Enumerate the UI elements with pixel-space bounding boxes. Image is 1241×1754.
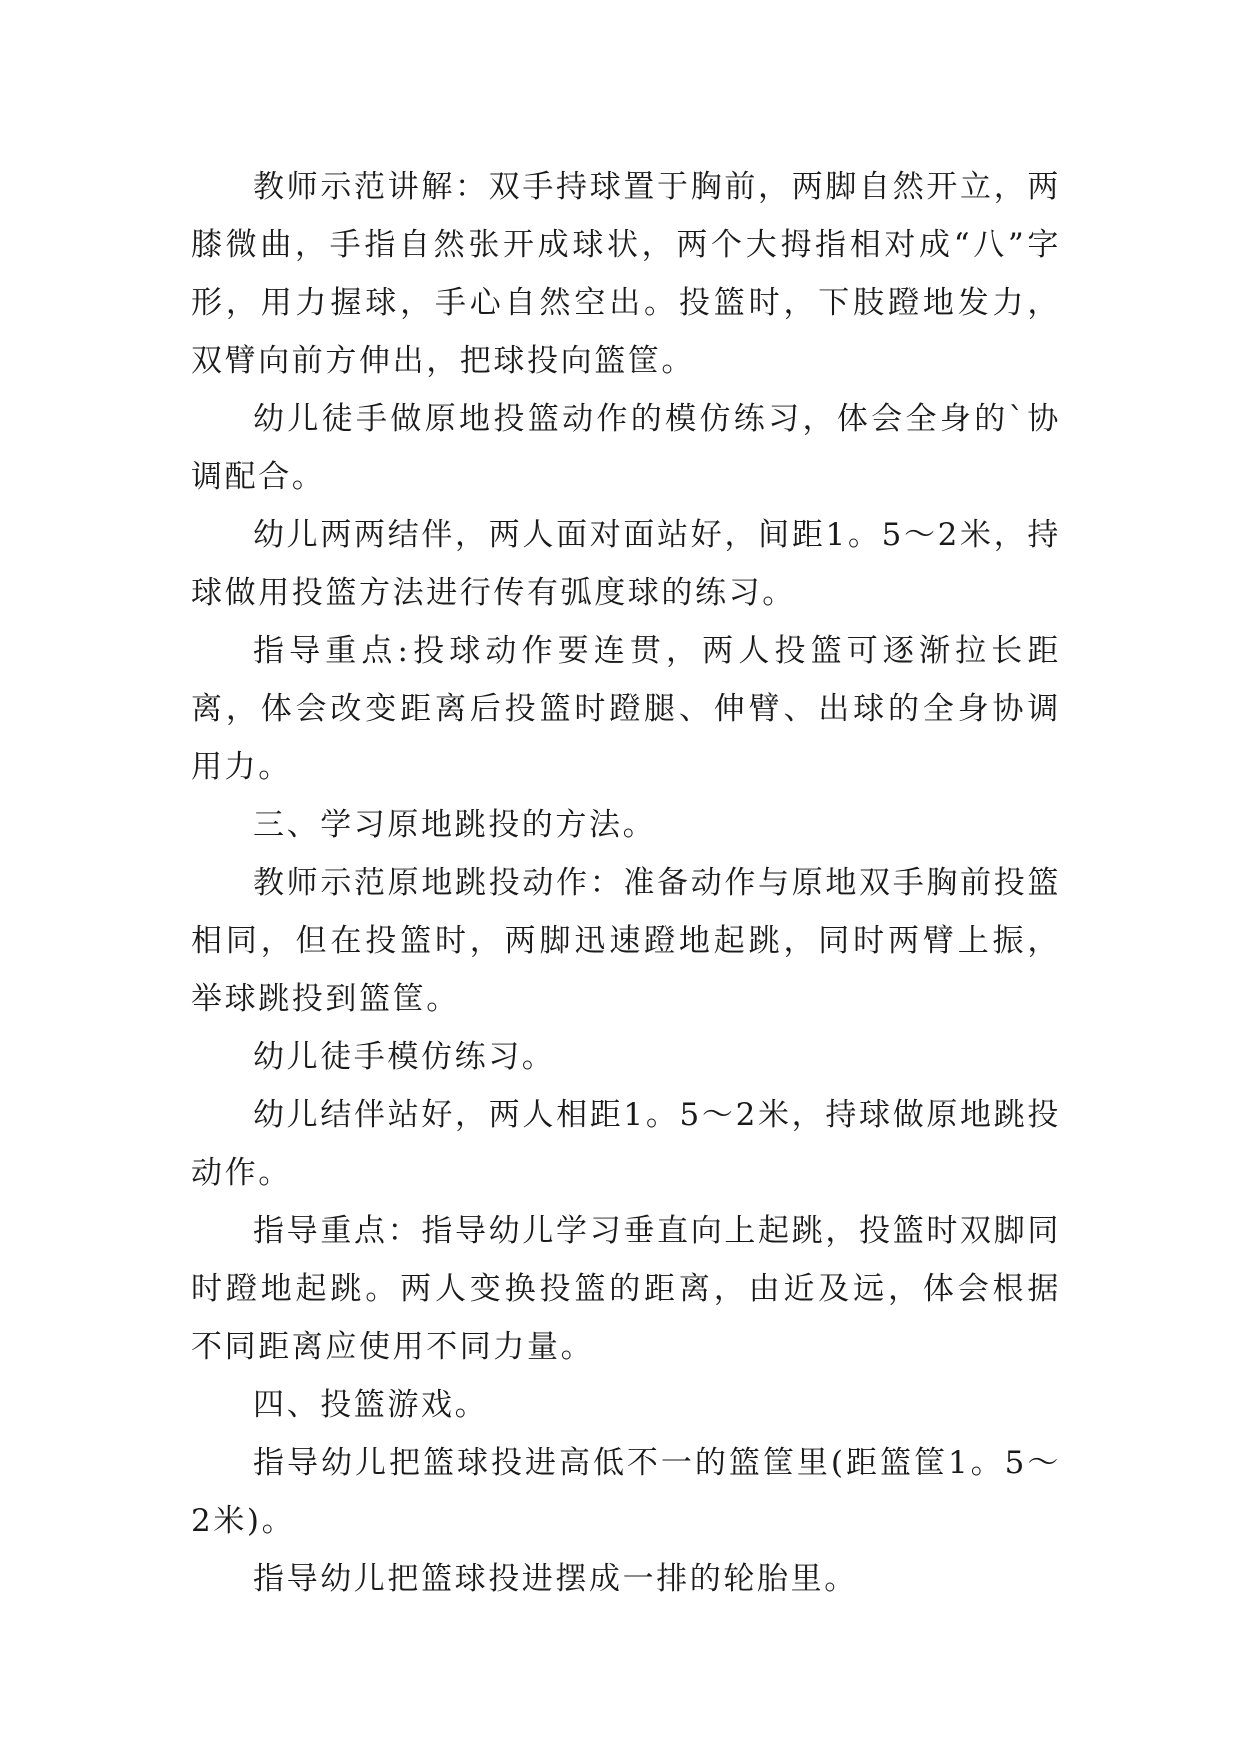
paragraph-jump-shot-imitation: 幼儿徒手模仿练习。: [253, 1039, 556, 1075]
section-heading-4: 四、投篮游戏。: [253, 1387, 489, 1423]
paragraph-game-hoops: 指导幼儿把篮球投进高低不一的篮筐里(距篮筐1。5～2米)。: [191, 1445, 1061, 1539]
paragraph-game-tires: 指导幼儿把篮球投进摆成一排的轮胎里。: [253, 1561, 858, 1597]
paragraph-guidance-focus-2: 指导重点：指导幼儿学习垂直向上起跳，投篮时双脚同时蹬地起跳。两人变换投篮的距离，由近及远，体会根据不同距离应使用不同力量。: [191, 1213, 1061, 1365]
paragraph-imitation-practice: 幼儿徒手做原地投篮动作的模仿练习，体会全身的`协调配合。: [191, 401, 1061, 495]
section-heading-3: 三、学习原地跳投的方法。: [253, 807, 657, 843]
paragraph-guidance-focus-1: 指导重点:投球动作要连贯，两人投篮可逐渐拉长距离，体会改变距离后投篮时蹬腿、伸臂、出球的全身协调用力。: [191, 633, 1061, 785]
paragraph-pair-practice: 幼儿两两结伴，两人面对面站好，间距1。5～2米，持球做用投篮方法进行传有弧度球的练习。: [191, 517, 1061, 611]
paragraph-jump-shot-pair: 幼儿结伴站好，两人相距1。5～2米，持球做原地跳投动作。: [191, 1097, 1061, 1191]
paragraph-jump-shot-demo: 教师示范原地跳投动作：准备动作与原地双手胸前投篮相同，但在投篮时，两脚迅速蹬地起跳，同时两臂上振，举球跳投到篮筐。: [191, 865, 1061, 1017]
paragraph-teacher-demo: 教师示范讲解：双手持球置于胸前，两脚自然开立，两膝微曲，手指自然张开成球状，两个大拇指相对成“八”字形，用力握球，手心自然空出。投篮时，下肢蹬地发力，双臂向前方伸出，把球投向篮筐。: [191, 169, 1061, 379]
